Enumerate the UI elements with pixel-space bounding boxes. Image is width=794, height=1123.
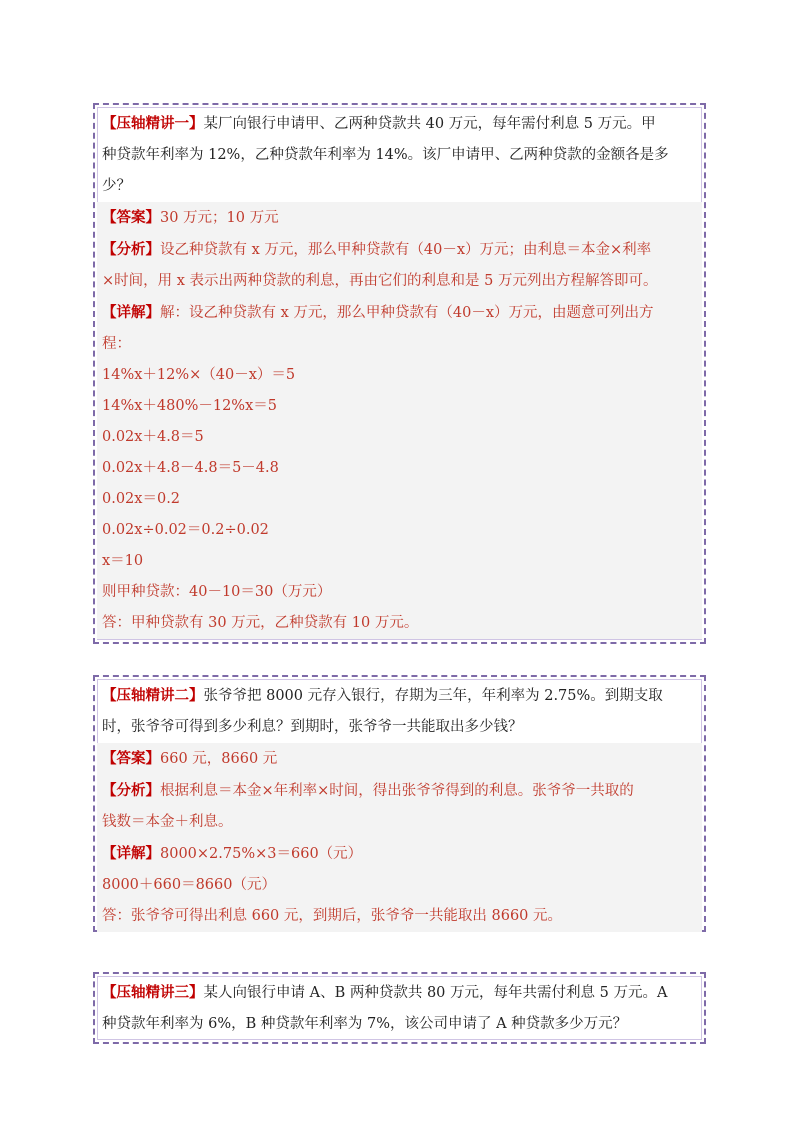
- equation-line: [97, 546, 702, 577]
- equation-text: 0.02x＝0.2: [102, 491, 181, 507]
- final-answer-line: [97, 608, 702, 639]
- analysis-line: [97, 234, 702, 266]
- result-label: 则甲种贷款：: [102, 584, 189, 600]
- question-line: [102, 108, 697, 140]
- problem-box-3: [93, 972, 706, 1044]
- answer-tag: 【答案】: [102, 209, 160, 226]
- answer-text: 30 万元；10 万元: [160, 210, 279, 226]
- detail-tag: 【详解】: [102, 304, 160, 321]
- problem-tag: 【压轴精讲三】: [102, 984, 204, 1001]
- problem-tag: 【压轴精讲一】: [102, 115, 204, 132]
- equation-text: 0.02x＋4.8－4.8＝5－4.8: [102, 460, 279, 476]
- final-answer-line: [97, 901, 702, 932]
- question-text: 某人向银行申请 A、B 两种贷款共 80 万元，每年共需付利息 5 万元。A: [203, 985, 668, 1001]
- answer-line: [97, 202, 702, 234]
- detail-text: 8000×2.75%×3＝660（元）: [160, 846, 363, 862]
- detail-line: [97, 297, 702, 329]
- equation-text: x＝10: [102, 553, 144, 569]
- answer-tag: 【答案】: [102, 750, 160, 767]
- final-answer-text: 答：张爷爷可得出利息 660 元，到期后，张爷爷一共能取出 8660 元。: [102, 908, 563, 924]
- question-line: [102, 171, 697, 202]
- equation-text: 14%x＋12%×（40－x）＝5: [102, 367, 296, 383]
- analysis-tag: 【分析】: [102, 782, 160, 799]
- question-text: 种贷款年利率为 6%，B 种贷款年利率为 7%，该公司申请了 A 种贷款多少万元？: [102, 1016, 628, 1032]
- equation-line: [97, 391, 702, 422]
- analysis-line: [97, 266, 702, 297]
- result-line: [97, 577, 702, 608]
- question-text: 种贷款年利率为 12%，乙种贷款年利率为 14%。该厂申请甲、乙两种贷款的金额各是多: [102, 147, 669, 163]
- analysis-tag: 【分析】: [102, 241, 160, 258]
- equation-text: 8000＋660＝8660（元）: [102, 877, 276, 893]
- detail-tag: 【详解】: [102, 845, 160, 862]
- question-line: [102, 1009, 697, 1040]
- question-line: [102, 712, 697, 743]
- equation-line: [97, 360, 702, 391]
- result-text: 40－10＝30（万元）: [189, 584, 332, 600]
- analysis-text: 设乙种贷款有 x 万元，那么甲种贷款有（40－x）万元；由利息＝本金×利率: [160, 242, 652, 258]
- problem-tag: 【压轴精讲二】: [102, 687, 204, 704]
- equation-text: 14%x＋480%－12%x＝5: [102, 398, 277, 414]
- problem-box-1: [93, 103, 706, 644]
- detail-text: 程：: [102, 336, 131, 352]
- answer-line: [97, 743, 702, 775]
- analysis-text: 钱数＝本金＋利息。: [102, 814, 233, 830]
- equation-text: 0.02x÷0.02＝0.2÷0.02: [102, 522, 269, 538]
- analysis-text: ×时间，用 x 表示出两种贷款的利息，再由它们的利息和是 5 万元列出方程解答即可。: [102, 273, 658, 289]
- detail-line: [97, 838, 702, 870]
- question-line: [102, 680, 697, 712]
- equation-line: [97, 453, 702, 484]
- equation-text: 0.02x＋4.8＝5: [102, 429, 204, 445]
- equation-line: [97, 870, 702, 901]
- analysis-line: [97, 807, 702, 838]
- question-text: 时，张爷爷可得到多少利息？到期时，张爷爷一共能取出多少钱？: [102, 719, 523, 735]
- equation-line: [97, 515, 702, 546]
- analysis-line: [97, 775, 702, 807]
- question-text: 某厂向银行申请甲、乙两种贷款共 40 万元，每年需付利息 5 万元。甲: [203, 116, 656, 132]
- analysis-text: 根据利息＝本金×年利率×时间，得出张爷爷得到的利息。张爷爷一共取的: [160, 783, 634, 799]
- detail-line: [97, 329, 702, 360]
- detail-text: 解：设乙种贷款有 x 万元，那么甲种贷款有（40－x）万元，由题意可列出方: [160, 305, 654, 321]
- question-text: 少？: [102, 178, 131, 194]
- question-line: [102, 977, 697, 1009]
- final-answer-text: 答：甲种贷款有 30 万元，乙种贷款有 10 万元。: [102, 615, 419, 631]
- problem-box-2: [93, 675, 706, 932]
- equation-line: [97, 422, 702, 453]
- equation-line: [97, 484, 702, 515]
- question-line: [102, 140, 697, 171]
- answer-text: 660 元，8660 元: [160, 751, 278, 767]
- question-text: 张爷爷把 8000 元存入银行，存期为三年，年利率为 2.75%。到期支取: [203, 688, 663, 704]
